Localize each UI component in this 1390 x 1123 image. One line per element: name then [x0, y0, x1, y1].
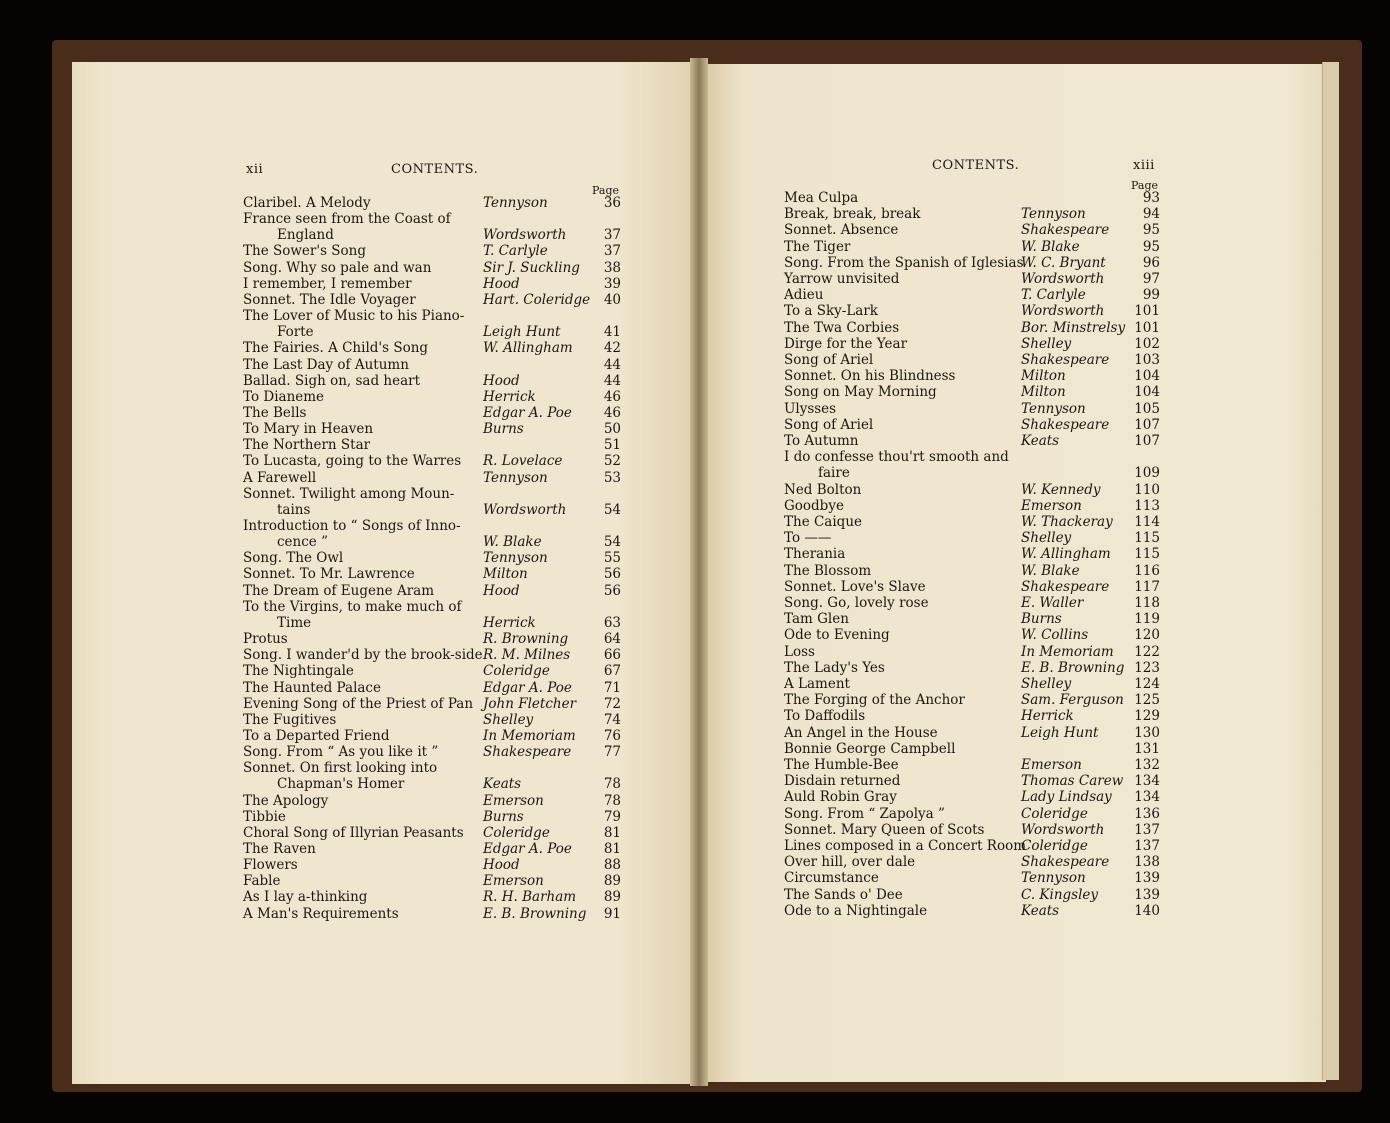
entry-title: Song. The Owl: [243, 550, 344, 567]
entry-title: tains: [277, 501, 311, 518]
entry-title: Song on May Morning: [784, 384, 937, 401]
entry-title: Song. From the Spanish of Iglesias: [784, 254, 1024, 271]
entry-author: Emerson: [1021, 497, 1082, 514]
entry-page-number: 95: [1142, 238, 1160, 255]
entry-title: Bonnie George Campbell: [784, 740, 956, 757]
entry-author: Edgar A. Poe: [483, 841, 572, 857]
entry-author: W. Blake: [1021, 562, 1080, 579]
entry-title: Song of Ariel: [784, 352, 874, 368]
entry-title: Yarrow unvisited: [784, 271, 900, 287]
entry-title: An Angel in the House: [784, 724, 938, 741]
entry-page-number: 102: [1134, 335, 1160, 352]
entry-title: The Apology: [243, 792, 329, 809]
entry-author: W. Allingham: [483, 340, 573, 357]
entry-title: Evening Song of the Priest of Pan: [243, 695, 474, 712]
entry-page-number: 74: [603, 711, 621, 728]
right-page-number: xiii: [1133, 158, 1155, 173]
entry-page-number: 105: [1134, 400, 1160, 417]
entry-title: The Fairies. A Child's Song: [243, 340, 429, 357]
entry-page-number: 101: [1134, 303, 1160, 320]
entry-author: Bor. Minstrelsy: [1021, 319, 1126, 336]
left-page-number: xii: [246, 162, 264, 177]
entry-page-number: 129: [1134, 708, 1160, 725]
entry-author: Tennyson: [483, 469, 548, 486]
entry-author: W. C. Bryant: [1021, 254, 1106, 271]
entry-title: Sonnet. On first looking into: [243, 760, 438, 777]
entry-author: R. H. Barham: [483, 889, 577, 906]
entry-author: Leigh Hunt: [1021, 724, 1099, 741]
entry-page-number: 139: [1134, 870, 1160, 887]
entry-page-number: 55: [603, 550, 621, 567]
entry-page-number: 122: [1134, 643, 1160, 660]
entry-page-number: 139: [1134, 886, 1160, 903]
entry-title: Claribel. A Melody: [243, 195, 371, 211]
entry-author: Burns: [1021, 611, 1062, 628]
entry-title: Sonnet. The Idle Voyager: [243, 291, 416, 308]
entry-title: Mea Culpa: [784, 190, 859, 206]
entry-title: Loss: [784, 643, 815, 660]
entry-page-number: 81: [603, 824, 621, 841]
left-page-label: Page: [592, 184, 620, 197]
entry-page-number: 76: [603, 727, 621, 744]
entry-author: Shakespeare: [1021, 416, 1110, 433]
entry-author: E. Waller: [1021, 595, 1084, 611]
entry-title: Sonnet. On his Blindness: [784, 368, 956, 385]
entry-title: Time: [277, 614, 312, 631]
entry-page-number: 88: [603, 857, 621, 874]
entry-page-number: 137: [1134, 821, 1160, 838]
entry-page-number: 56: [603, 566, 621, 583]
entry-title: The Twa Corbies: [784, 319, 900, 336]
entry-title: The Blossom: [784, 562, 872, 579]
entry-title: The Forging of the Anchor: [784, 692, 965, 709]
entry-author: Burns: [483, 421, 524, 438]
entry-author: Shelley: [1021, 676, 1072, 692]
entry-page-number: 114: [1134, 514, 1160, 530]
entry-author: Emerson: [483, 792, 544, 809]
entry-author: W. Kennedy: [1021, 481, 1101, 498]
entry-page-number: 44: [603, 356, 621, 373]
entry-page-number: 42: [603, 340, 621, 357]
entry-author: In Memoriam: [1021, 643, 1114, 660]
entry-author: Tennyson: [1021, 870, 1086, 887]
entry-page-number: 120: [1134, 627, 1160, 644]
entry-page-number: 130: [1134, 724, 1160, 741]
entry-page-number: 41: [603, 324, 621, 341]
entry-title: cence ”: [277, 534, 328, 551]
entry-author: Hart. Coleridge: [483, 291, 591, 308]
entry-page-number: 116: [1134, 562, 1160, 579]
entry-author: Milton: [483, 566, 528, 583]
entry-page-number: 89: [603, 873, 621, 890]
entry-page-number: 52: [603, 453, 621, 470]
entry-title: A Man's Requirements: [243, 905, 399, 922]
entry-title: Ulysses: [784, 400, 837, 417]
entry-title: The Lady's Yes: [784, 659, 885, 676]
entry-title: A Lament: [784, 676, 850, 692]
entry-author: Shelley: [1021, 530, 1072, 547]
entry-title: Ned Bolton: [784, 481, 862, 498]
entry-title: The Last Day of Autumn: [243, 356, 409, 373]
entry-author: W. Blake: [1021, 238, 1080, 255]
entry-title: The Northern Star: [243, 437, 371, 454]
entry-title: Song. Go, lovely rose: [784, 595, 929, 611]
entry-page-number: 38: [603, 259, 621, 276]
left-page-header: CONTENTS.: [391, 162, 479, 177]
entry-title: Choral Song of Illyrian Peasants: [243, 824, 464, 841]
entry-author: W. Blake: [483, 534, 542, 551]
entry-author: Sir J. Suckling: [483, 259, 580, 276]
entry-page-number: 132: [1134, 757, 1160, 773]
entry-author: Wordsworth: [1021, 303, 1105, 320]
entry-title: Song. I wander'd by the brook-side: [243, 647, 483, 664]
entry-page-number: 96: [1142, 254, 1160, 271]
entry-author: E. B. Browning: [1021, 659, 1125, 676]
entry-author: Coleridge: [1021, 838, 1088, 854]
entry-page-number: 81: [603, 841, 621, 857]
entry-title: Song. From “ Zapolya ”: [784, 805, 945, 822]
entry-author: Tennyson: [1021, 400, 1086, 417]
entry-title: Auld Robin Gray: [784, 789, 897, 806]
entry-author: Shelley: [1021, 335, 1072, 352]
entry-title: Fable: [243, 873, 281, 890]
entry-title: To Autumn: [784, 433, 859, 449]
entry-title: Sonnet. To Mr. Lawrence: [243, 566, 415, 583]
entry-page-number: 104: [1134, 368, 1160, 385]
entry-page-number: 115: [1134, 546, 1160, 563]
entry-title: To Daffodils: [784, 708, 866, 725]
right-page-header: CONTENTS.: [932, 158, 1020, 173]
entry-page-number: 91: [603, 905, 621, 922]
entry-author: Herrick: [1021, 708, 1074, 725]
entry-page-number: 99: [1142, 287, 1160, 304]
entry-title: Sonnet. Mary Queen of Scots: [784, 821, 985, 838]
entry-page-number: 37: [603, 243, 621, 260]
entry-title: The Raven: [243, 841, 316, 857]
entry-page-number: 39: [603, 275, 621, 292]
entry-page-number: 66: [603, 647, 621, 664]
entry-author: W. Allingham: [1021, 546, 1111, 563]
entry-page-number: 125: [1134, 692, 1160, 709]
entry-author: Coleridge: [483, 824, 550, 841]
entry-page-number: 134: [1134, 773, 1160, 790]
entry-page-number: 78: [603, 776, 621, 793]
entry-title: England: [277, 227, 334, 244]
entry-page-number: 54: [603, 501, 621, 518]
page-edges: [1322, 62, 1339, 1080]
entry-author: Edgar A. Poe: [483, 404, 572, 421]
entry-author: Coleridge: [1021, 805, 1088, 822]
entry-author: John Fletcher: [483, 695, 577, 712]
entry-author: Shelley: [483, 711, 534, 728]
entry-page-number: 53: [603, 469, 621, 486]
entry-title: The Fugitives: [243, 711, 337, 728]
entry-title: Therania: [784, 546, 846, 563]
entry-author: T. Carlyle: [1021, 287, 1086, 304]
entry-author: Herrick: [483, 388, 536, 405]
entry-author: W. Collins: [1021, 627, 1089, 644]
entry-author: Wordsworth: [1021, 271, 1105, 287]
entry-title: To a Sky-Lark: [784, 303, 878, 320]
entry-title: Goodbye: [784, 497, 844, 514]
entry-page-number: 44: [603, 372, 621, 389]
entry-page-number: 115: [1134, 530, 1160, 547]
entry-title: Disdain returned: [784, 773, 901, 790]
entry-page-number: 54: [603, 534, 621, 551]
right-page-label: Page: [1131, 179, 1159, 192]
entry-title: To Dianeme: [243, 388, 325, 405]
entry-author: Keats: [1021, 433, 1060, 449]
entry-title: Ballad. Sigh on, sad heart: [243, 372, 420, 389]
entry-page-number: 104: [1134, 384, 1160, 401]
entry-title: Protus: [243, 631, 288, 648]
entry-page-number: 36: [603, 195, 621, 211]
entry-title: Sonnet. Absence: [784, 222, 899, 239]
entry-author: Coleridge: [483, 663, 550, 680]
entry-page-number: 93: [1142, 190, 1160, 206]
entry-author: Thomas Carew: [1021, 773, 1124, 790]
entry-title: The Sower's Song: [243, 243, 366, 260]
entry-author: R. M. Milnes: [483, 647, 571, 664]
entry-author: Sam. Ferguson: [1021, 692, 1124, 709]
entry-author: Herrick: [483, 614, 536, 631]
entry-title: To Mary in Heaven: [243, 421, 374, 438]
entry-title: France seen from the Coast of: [243, 211, 451, 228]
entry-title: Sonnet. Love's Slave: [784, 578, 926, 595]
entry-page-number: 79: [603, 808, 621, 825]
entry-page-number: 56: [603, 582, 621, 599]
entry-author: In Memoriam: [483, 727, 576, 744]
entry-title: The Sands o' Dee: [784, 886, 903, 903]
entry-author: Wordsworth: [483, 227, 567, 244]
entry-author: Shakespeare: [1021, 854, 1110, 871]
entry-author: Wordsworth: [1021, 821, 1105, 838]
entry-author: C. Kingsley: [1021, 886, 1099, 903]
entry-title: Flowers: [243, 857, 298, 874]
entry-title: To the Virgins, to make much of: [243, 598, 462, 615]
entry-author: Keats: [483, 776, 522, 793]
entry-page-number: 46: [603, 404, 621, 421]
entry-author: R. Browning: [483, 631, 569, 648]
entry-page-number: 110: [1134, 481, 1160, 498]
entry-page-number: 117: [1134, 578, 1160, 595]
entry-author: Emerson: [483, 873, 544, 890]
entry-author: Hood: [483, 372, 520, 389]
entry-author: Milton: [1021, 368, 1066, 385]
entry-title: The Tiger: [784, 238, 851, 255]
entry-title: Break, break, break: [784, 206, 921, 223]
entry-page-number: 77: [603, 744, 621, 761]
entry-author: Hood: [483, 275, 520, 292]
entry-page-number: 89: [603, 889, 621, 906]
entry-page-number: 46: [603, 388, 621, 405]
entry-author: Emerson: [1021, 757, 1082, 773]
entry-author: E. B. Browning: [483, 905, 587, 922]
entry-page-number: 140: [1134, 902, 1160, 919]
entry-page-number: 95: [1142, 222, 1160, 239]
entry-page-number: 50: [603, 421, 621, 438]
entry-author: Keats: [1021, 902, 1060, 919]
entry-page-number: 71: [603, 679, 621, 696]
entry-author: Leigh Hunt: [483, 324, 561, 341]
entry-title: Chapman's Homer: [277, 776, 405, 793]
entry-title: The Humble-Bee: [784, 757, 899, 773]
entry-title: Adieu: [784, 287, 824, 304]
entry-author: Tennyson: [483, 195, 548, 211]
entry-title: Song. Why so pale and wan: [243, 259, 432, 276]
entry-title: Lines composed in a Concert Room: [784, 838, 1027, 854]
entry-title: Over hill, over dale: [784, 854, 916, 871]
entry-page-number: 94: [1142, 206, 1160, 223]
entry-author: Shakespeare: [1021, 352, 1110, 368]
entry-title: Forte: [277, 324, 314, 341]
entry-page-number: 131: [1134, 740, 1160, 757]
entry-title: Circumstance: [784, 870, 879, 887]
entry-author: Hood: [483, 857, 520, 874]
entry-title: Introduction to “ Songs of Inno-: [243, 518, 461, 534]
entry-page-number: 107: [1134, 416, 1160, 433]
entry-title: The Caique: [784, 514, 863, 530]
entry-author: T. Carlyle: [483, 243, 548, 260]
entry-page-number: 109: [1134, 465, 1160, 482]
entry-page-number: 78: [603, 792, 621, 809]
entry-title: To Lucasta, going to the Warres: [243, 453, 462, 470]
entry-author: W. Thackeray: [1021, 514, 1113, 530]
entry-page-number: 37: [603, 227, 621, 244]
entry-title: Ode to Evening: [784, 627, 890, 644]
entry-page-number: 103: [1134, 352, 1160, 368]
entry-author: R. Lovelace: [483, 453, 563, 470]
entry-author: Burns: [483, 808, 524, 825]
entry-title: The Haunted Palace: [243, 679, 381, 696]
entry-page-number: 136: [1134, 805, 1160, 822]
entry-author: Tennyson: [1021, 206, 1086, 223]
entry-author: Milton: [1021, 384, 1066, 401]
entry-author: Lady Lindsay: [1021, 789, 1112, 806]
entry-page-number: 113: [1134, 497, 1160, 514]
entry-page-number: 40: [603, 291, 621, 308]
entry-author: Hood: [483, 582, 520, 599]
entry-title: I do confesse thou'rt smooth and: [784, 449, 1009, 466]
book-gutter: [690, 58, 708, 1086]
entry-title: To a Departed Friend: [243, 727, 390, 744]
entry-title: The Lover of Music to his Piano-: [243, 308, 465, 325]
entry-page-number: 72: [603, 695, 621, 712]
entry-page-number: 137: [1134, 838, 1160, 854]
entry-title: To ——: [784, 530, 832, 547]
entry-title: faire: [818, 465, 850, 482]
entry-title: As I lay a-thinking: [243, 889, 368, 906]
entry-page-number: 138: [1134, 854, 1160, 871]
entry-page-number: 64: [603, 631, 621, 648]
entry-title: Tibbie: [243, 808, 286, 825]
entry-author: Tennyson: [483, 550, 548, 567]
entry-author: Shakespeare: [483, 744, 572, 761]
entry-page-number: 124: [1134, 676, 1160, 692]
entry-author: Wordsworth: [483, 501, 567, 518]
entry-page-number: 134: [1134, 789, 1160, 806]
entry-page-number: 63: [603, 614, 621, 631]
entry-page-number: 123: [1134, 659, 1160, 676]
entry-title: The Dream of Eugene Aram: [243, 582, 435, 599]
entry-title: Ode to a Nightingale: [784, 902, 928, 919]
entry-author: Shakespeare: [1021, 578, 1110, 595]
entry-title: Song of Ariel: [784, 416, 874, 433]
entry-author: Shakespeare: [1021, 222, 1110, 239]
entry-title: Song. From “ As you like it ”: [243, 744, 439, 761]
entry-author: Edgar A. Poe: [483, 679, 572, 696]
entry-page-number: 107: [1134, 433, 1160, 449]
entry-title: Tam Glen: [784, 611, 849, 628]
entry-title: A Farewell: [243, 469, 317, 486]
entry-page-number: 101: [1134, 319, 1160, 336]
entry-page-number: 97: [1142, 271, 1160, 287]
entry-title: I remember, I remember: [243, 275, 412, 292]
entry-title: Sonnet. Twilight among Moun-: [243, 485, 455, 502]
entry-title: Dirge for the Year: [784, 335, 908, 352]
entry-page-number: 119: [1134, 611, 1160, 628]
entry-title: The Bells: [243, 404, 307, 421]
entry-page-number: 51: [603, 437, 621, 454]
entry-page-number: 67: [603, 663, 621, 680]
entry-page-number: 118: [1134, 595, 1160, 611]
entry-title: The Nightingale: [243, 663, 354, 680]
